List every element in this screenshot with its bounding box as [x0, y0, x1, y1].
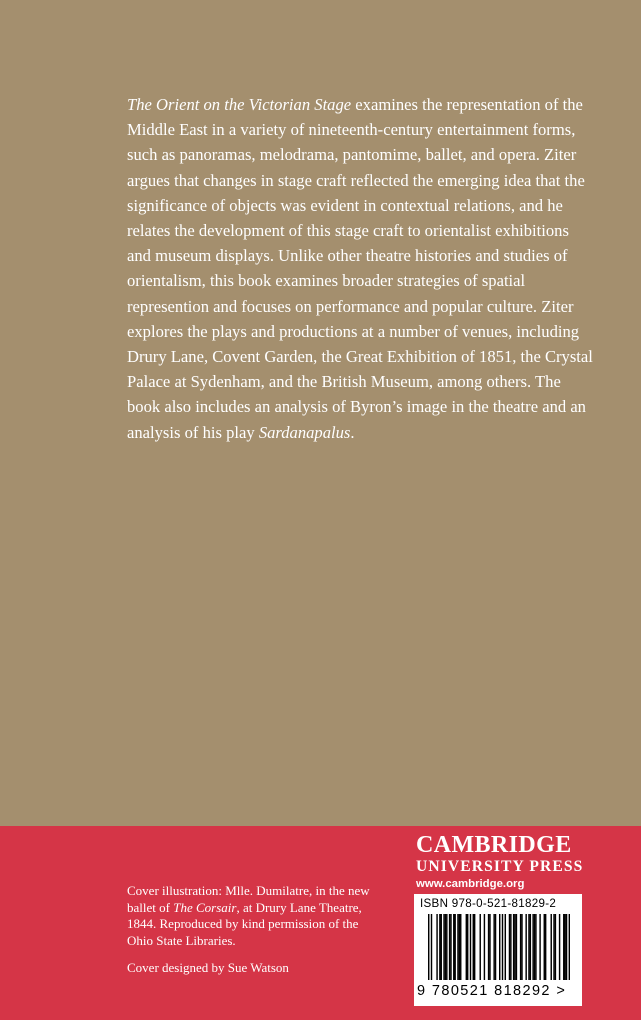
publisher-name: CAMBRIDGE [416, 832, 572, 858]
publisher-subtitle: UNIVERSITY PRESS [416, 858, 584, 875]
ballet-title: The Corsair [173, 899, 237, 915]
play-title: Sardanapalus [258, 422, 351, 442]
isbn-label: ISBN 978-0-521-81829-2 [420, 897, 557, 910]
barcode-digits: 9 780521 818292 > [417, 983, 567, 999]
cover-credit-text-2: , at Drury Lane Theatre, 1844. Reproduced by kind permission of the Ohio State Libraries. [127, 899, 362, 949]
barcode-box [414, 894, 582, 1006]
blurb-text: examines the representation of the Middle East in a variety of nineteenth-century entertainment forms, such as panoramas, melodrama, pantomime, ballet, and opera. Ziter argues that changes in stage craft reflected the emerging idea that the significance of objects was evident in contextual relations, and he relates the development of this stage craft to orientalist exhibitions and museum displays. Unlike other theatre histories and studies of orientalism, this book examines broader strategies of spatial represention and focuses on performance and popular culture. Ziter explores the plays and productions at a number of venues, including Drury Lane, Covent Garden, the Great Exhibition of 1851, the Crystal Palace at Sydenham, and the British Museum, among others. The book also includes an analysis of Byron’s image in the theatre and an analysis of his play [127, 95, 593, 442]
blurb-end: . [350, 422, 355, 442]
cover-credit-text-1: Cover illustration: Mlle. Dumilatre, in the new ballet of [127, 883, 370, 915]
back-cover-lower-panel [0, 826, 641, 1020]
cover-illustration-credit [127, 883, 377, 950]
book-title: The Orient on the Victorian Stage [127, 95, 352, 114]
blurb-paragraph [127, 92, 597, 445]
publisher-url: www.cambridge.org [416, 878, 525, 890]
barcode-icon [428, 914, 570, 980]
designer-credit: Cover designed by Sue Watson [127, 960, 289, 975]
